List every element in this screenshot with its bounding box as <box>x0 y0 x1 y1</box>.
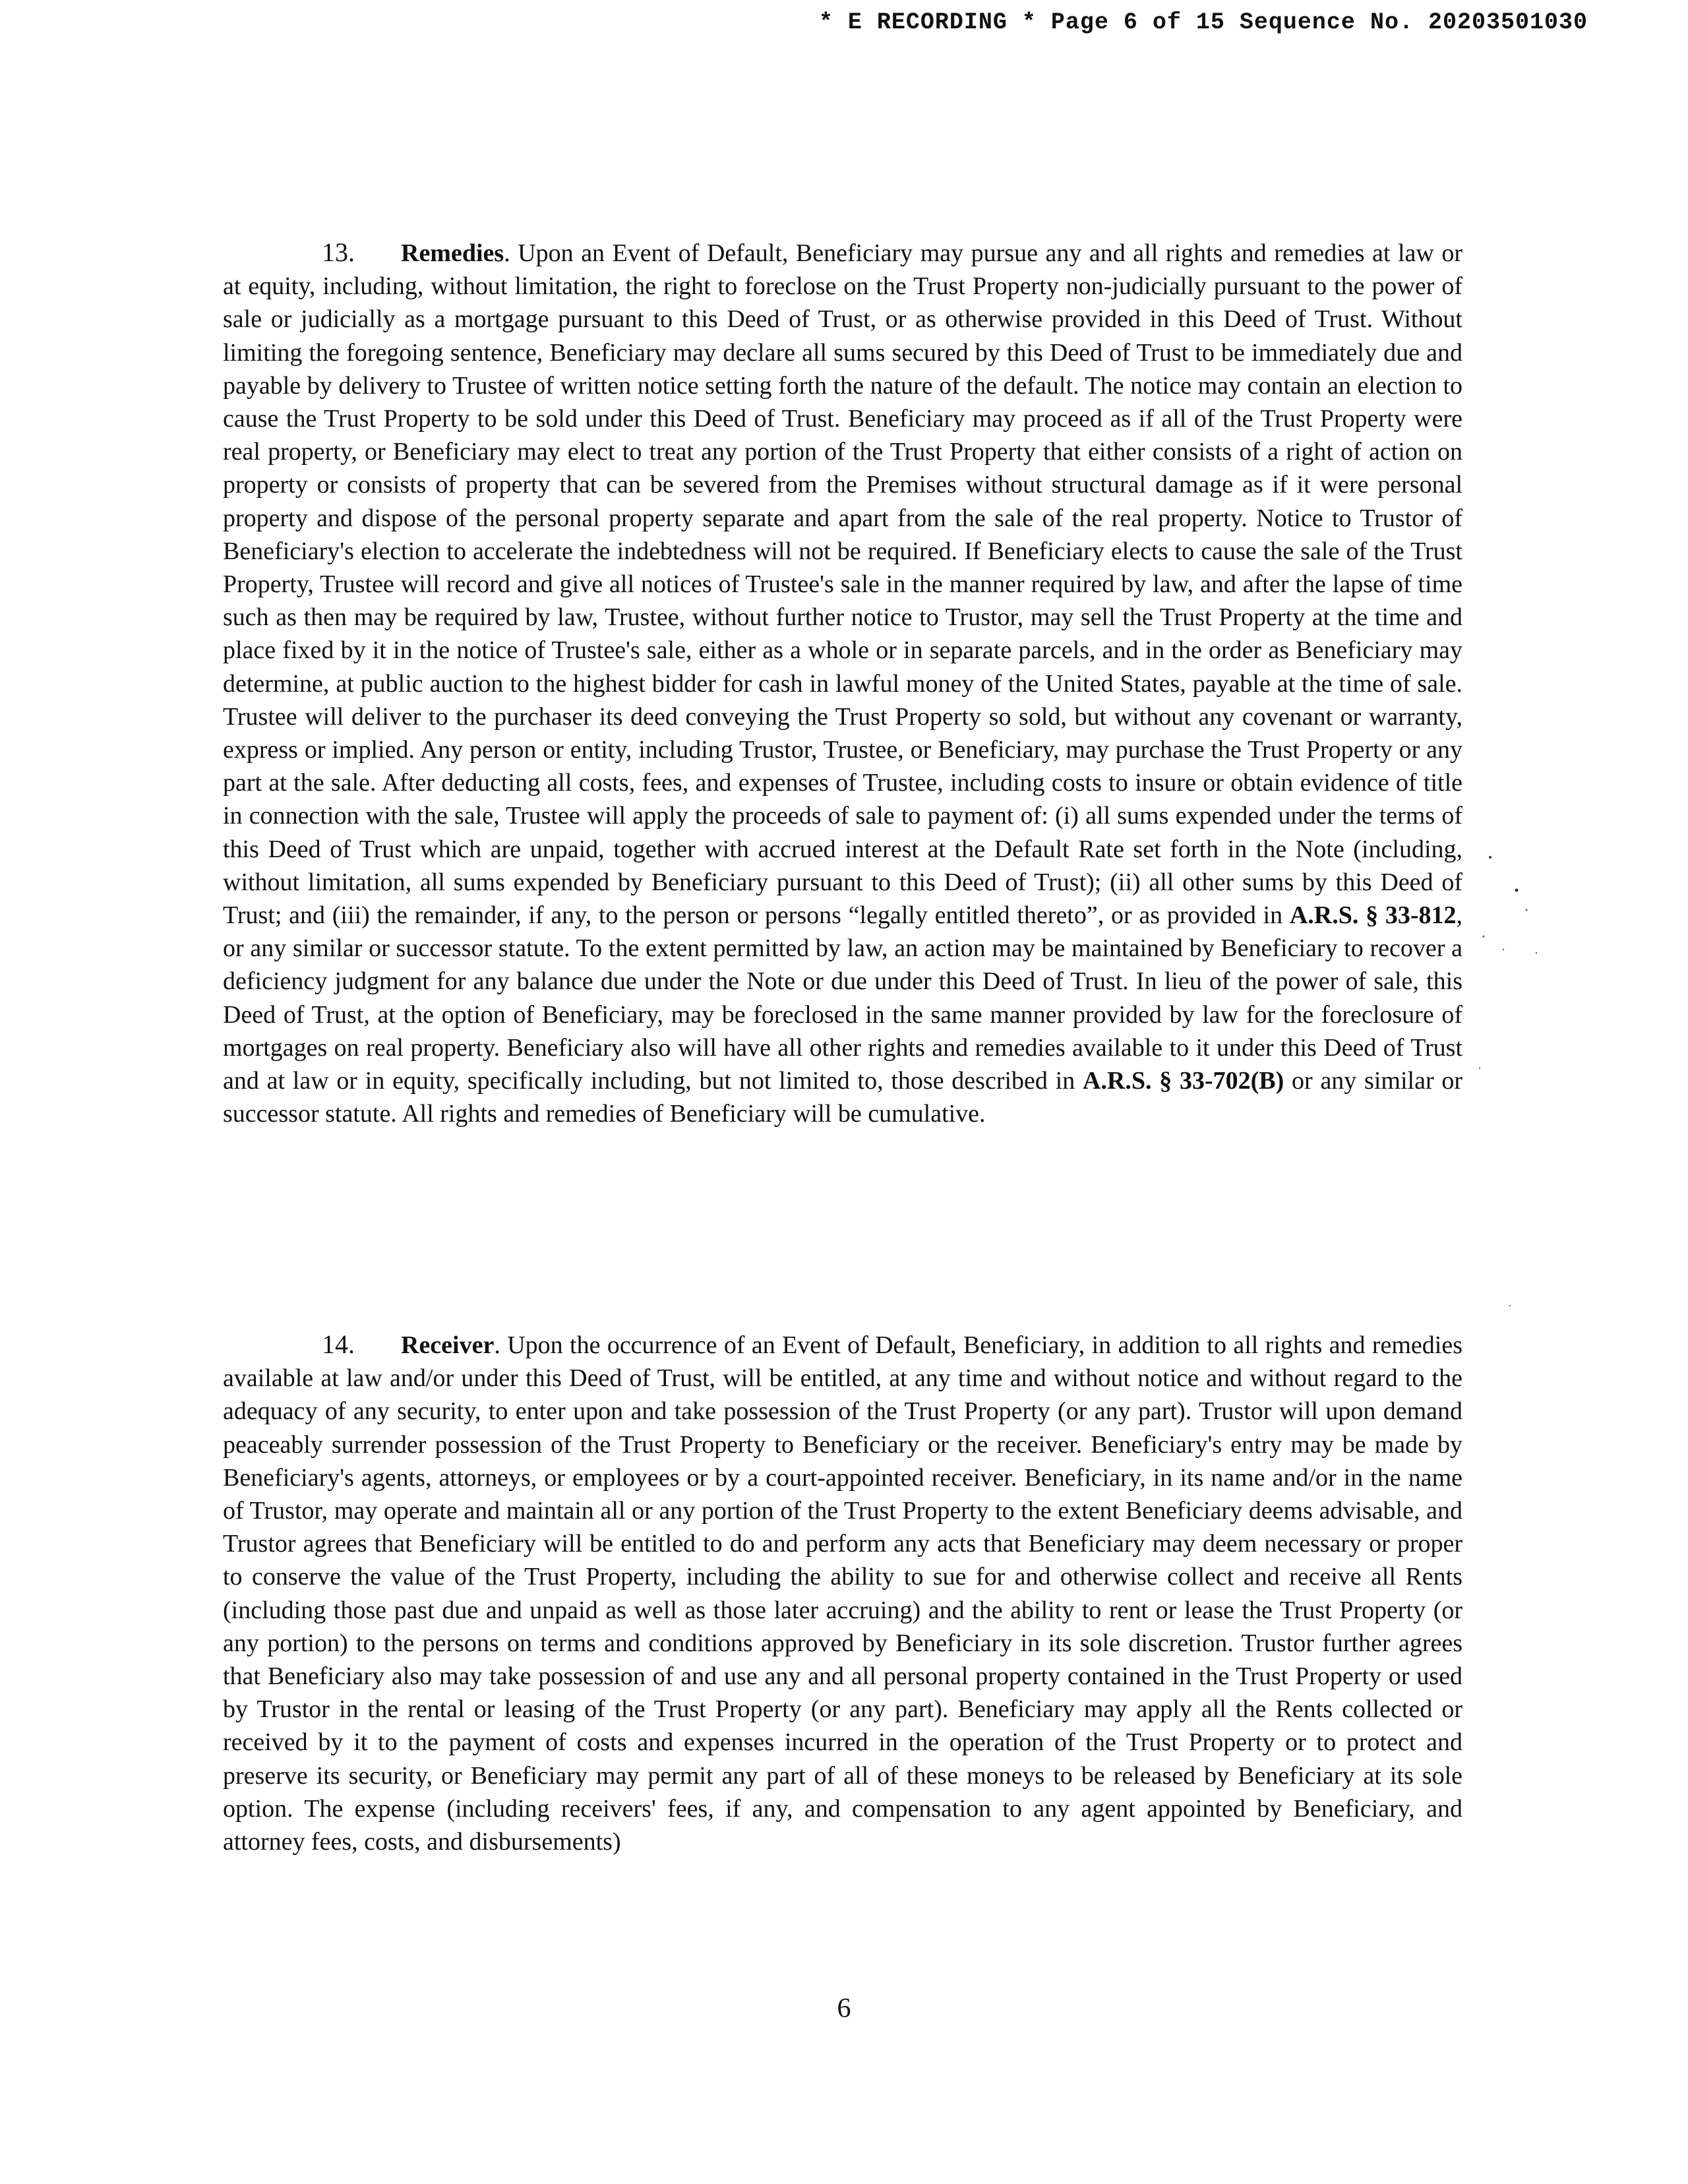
recording-header: * E RECORDING * Page 6 of 15 Sequence No. 20203501030 <box>818 9 1588 36</box>
section-text: , or any similar or successor statute. To the extent permitted by law, an action may be maintained by Beneficiary to recover a deficiency judgment for any balance due under the Note or due under this Deed of Trust. In lieu of the power of sale, this Deed of Trust, at the option of Beneficiary, may be foreclosed in the same manner provided by law for the foreclosure of mortgages on real property. Beneficiary also will have all other rights and remedies available to it under this Deed of Trust and at law or in equity, specifically including, but not limited to, those described in <box>223 901 1462 1095</box>
section-remedies <box>223 236 1462 1130</box>
section-receiver <box>223 1328 1462 1858</box>
section-number: 14. <box>322 1329 355 1359</box>
section-number: 13. <box>322 237 355 267</box>
section-text: . Upon the occurrence of an Event of Default, Beneficiary, in addition to all rights and remedies available at law and/or under this Deed of Trust, will be entitled, at any time and without notice and without regard to the adequacy of any security, to enter upon and take possession of the Trust Property (or any part). Trustor will upon demand peaceably surrender possession of the Trust Property to Beneficiary or the receiver. Beneficiary's entry may be made by Beneficiary's agents, attorneys, or employees or by a court-appointed receiver. Beneficiary, in its name and/or in the name of Trustor, may operate and maintain all or any portion of the Trust Property to the extent Beneficiary deems advisable, and Trustor agrees that Beneficiary will be entitled to do and perform any acts that Beneficiary may deem necessary or proper to conserve the value of the Trust Property, including the ability to sue for and otherwise collect and receive all Rents (including those past due and unpaid as well as those later accruing) and the ability to rent or lease the Trust Property (or any portion) to the persons on terms and conditions approved by Beneficiary in its sole discretion. Trustor further agrees that Beneficiary also may take possession of and use any and all personal property contained in the Trust Property or used by Trustor in the rental or leasing of the Trust Property (or any part). Beneficiary may apply all the Rents collected or received by it to the payment of costs and expenses incurred in the operation of the Trust Property or to protect and preserve its security, or Beneficiary may permit any part of all of these moneys to be released by Beneficiary at its sole option. The expense (including receivers' fees, if any, and compensation to any agent appointed by Beneficiary, and attorney fees, costs, and disbursements) <box>223 1331 1462 1856</box>
page-number: 6 <box>837 1993 851 2024</box>
section-text: . Upon an Event of Default, Beneficiary may pursue any and all rights and remedies at law or at equity, including, without limitation, the right to foreclose on the Trust Property non-judicially pursuant to the power of sale or judicially as a mortgage pursuant to this Deed of Trust, or as otherwise provided in this Deed of Trust. Without limiting the foregoing sentence, Beneficiary may declare all sums secured by this Deed of Trust to be immediately due and payable by delivery to Trustee of written notice setting forth the nature of the default. The notice may contain an election to cause the Trust Property to be sold under this Deed of Trust. Beneficiary may proceed as if all of the Trust Property were real property, or Beneficiary may elect to treat any portion of the Trust Property that either consists of a right of action on property or consists of property that can be severed from the Premises without structural damage as if it were personal property and dispose of the personal property separate and apart from the sale of the real property. Notice to Trustor of Beneficiary's election to accelerate the indebtedness will not be required. If Beneficiary elects to cause the sale of the Trust Property, Trustee will record and give all notices of Trustee's sale in the manner required by law, and after the lapse of time such as then may be required by law, Trustee, without further notice to Trustor, may sell the Trust Property at the time and place fixed by it in the notice of Trustee's sale, either as a whole or in separate parcels, and in the order as Beneficiary may determine, at public auction to the highest bidder for cash in lawful money of the United States, payable at the time of sale. Trustee will deliver to the purchaser its deed conveying the Trust Property so sold, but without any covenant or warranty, express or implied. Any person or entity, including Trustor, Trustee, or Beneficiary, may purchase the Trust Property or any part at the sale. After deducting all costs, fees, and expenses of Trustee, including costs to insure or obtain evidence of title in connection with the sale, Trustee will apply the proceeds of sale to payment of: (i) all sums expended under the terms of this Deed of Trust which are unpaid, together with accrued interest at the Default Rate set forth in the Note (including, without limitation, all sums expended by Beneficiary pursuant to this Deed of Trust); (ii) all other sums by this Deed of Trust; and (iii) the remainder, if any, to the person or persons “legally entitled thereto”, or as provided in <box>223 239 1462 930</box>
scan-specks <box>1477 831 1556 1332</box>
section-heading: Remedies <box>401 239 504 267</box>
statute-reference: A.R.S. § 33-702(B) <box>1082 1067 1284 1095</box>
section-heading: Receiver <box>401 1331 495 1359</box>
section-text: or any similar or successor statute. All rights and remedies of Beneficiary will be cumulative. <box>223 1067 1462 1128</box>
statute-reference: A.R.S. § 33-812 <box>1289 901 1457 930</box>
